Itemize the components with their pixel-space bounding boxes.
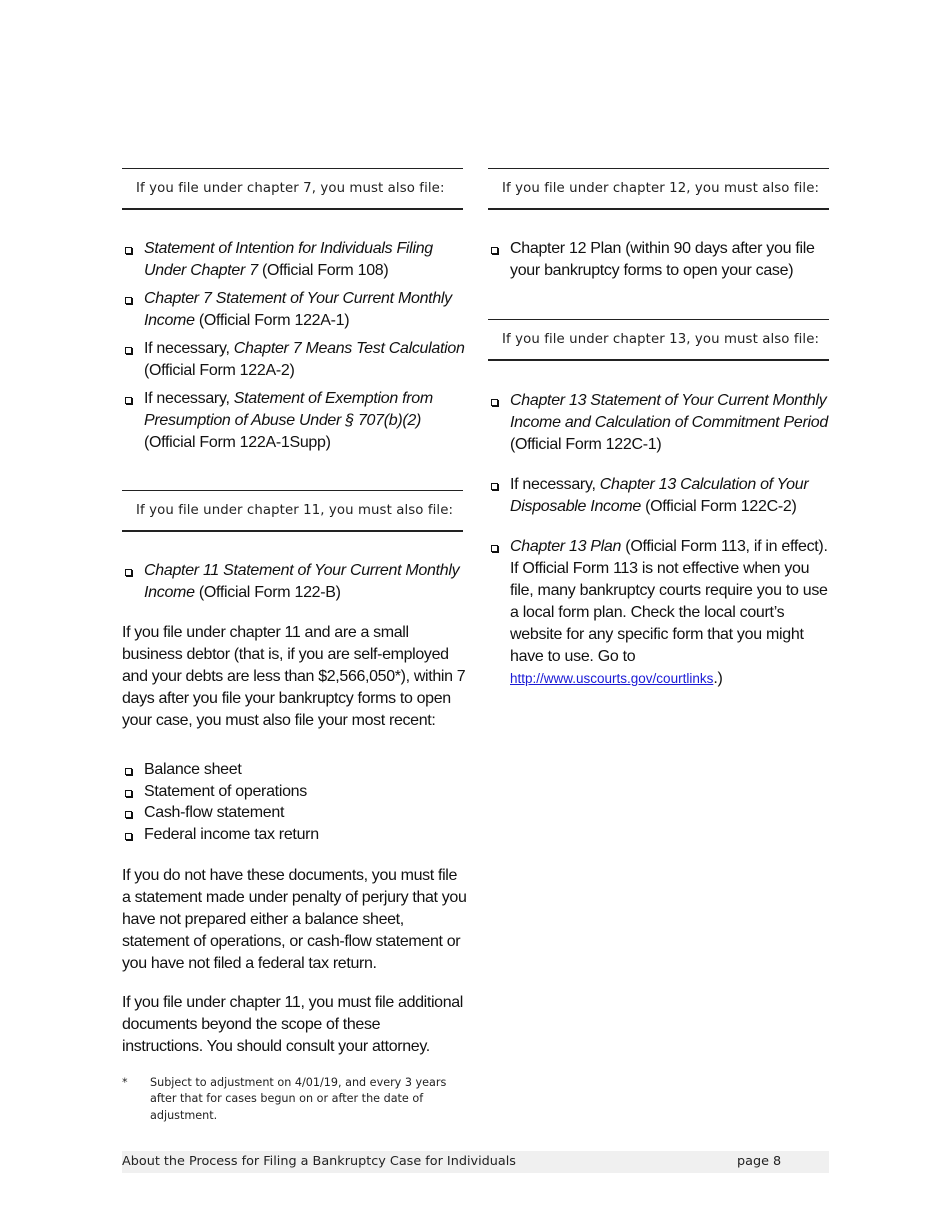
chapter-7-list [122,238,467,454]
page-footer [122,1151,829,1173]
footnote [122,1075,463,1125]
checkbox-icon [125,768,132,775]
footnote-mark: * [122,1076,128,1089]
additional-documents-paragraph: If you file under chapter 11, you must file additional documents beyond the scope of these instructions. You should consult your attorney. [122,994,464,1055]
chapter-11-header-text: If you file under chapter 11, you must also file: [136,503,454,518]
chapter-13-header-text: If you file under chapter 13, you must also file: [502,332,820,347]
list-item: Chapter 12 Plan (within 90 days after you file your bankruptcy forms to open your case) [488,238,833,282]
uscourts-link[interactable]: http://www.uscourts.gov/courtlinks [510,671,714,686]
no-documents-paragraph: If you do not have these documents, you must file a statement made under penalty of perjury that you have not prepared either a balance sheet, statement of operations, or cash-flow statement or you have not filed a federal tax return. [122,867,467,972]
list-item: If necessary, Chapter 7 Means Test Calculation (Official Form 122A-2) [122,338,467,382]
chapter-7-header-text: If you file under chapter 7, you must also file: [136,181,445,196]
checkbox-icon [491,247,498,254]
list-item: Statement of operations [122,781,463,803]
list-item: Chapter 13 Plan (Official Form 113, if in effect). If Official Form 113 is not effective when you file, many bankruptcy courts require you to use a local form plan. Check the local court’s website for any specific form that you might have to use. Go to http://www.uscourts.gov/courtlinks.) [488,536,833,690]
checkbox-icon [125,569,132,576]
list-item: Chapter 11 Statement of Your Current Monthly Income (Official Form 122-B) [122,560,463,604]
list-item: If necessary, Chapter 13 Calculation of Your Disposable Income (Official Form 122C-2) [488,474,823,518]
list-item: Statement of Intention for Individuals Filing Under Chapter 7 (Official Form 108) [122,238,467,282]
list-item: Chapter 7 Statement of Your Current Monthly Income (Official Form 122A-1) [122,288,467,332]
checkbox-icon [125,790,132,797]
chapter-12-list [488,238,833,282]
chapter-12-header-text: If you file under chapter 12, you must also file: [502,181,820,196]
checkbox-icon [125,347,132,354]
chapter-7-header [122,168,463,210]
chapter-13-list [488,390,840,690]
list-item: If necessary, Statement of Exemption from Presumption of Abuse Under § 707(b)(2) (Official Form 122A-1Supp) [122,388,467,454]
checkbox-icon [125,833,132,840]
chapter-11-list [122,560,463,604]
checkbox-icon [491,483,498,490]
small-business-paragraph: If you file under chapter 11 and are a small business debtor (that is, if you are self-employed and your debts are less than $2,566,050*), within 7 days after you file your bankruptcy forms to open your case, you must also file your most recent: [122,624,466,729]
list-item: Federal income tax return [122,824,463,846]
checkbox-icon [125,297,132,304]
page-number: page 8 [737,1154,782,1169]
chapter-12-header [488,168,829,210]
list-item: Balance sheet [122,759,463,781]
checkbox-icon [125,811,132,818]
checkbox-icon [125,247,132,254]
checkbox-icon [491,545,498,552]
chapter-13-header [488,319,829,361]
checkbox-icon [491,399,498,406]
documents-list [122,759,463,846]
chapter-11-header [122,490,463,532]
list-item: Cash-flow statement [122,802,463,824]
list-item: Chapter 13 Statement of Your Current Monthly Income and Calculation of Commitment Period (Official Form 122C-1) [488,390,840,456]
checkbox-icon [125,397,132,404]
footer-title: About the Process for Filing a Bankruptcy Case for Individuals [122,1154,516,1169]
footnote-text: Subject to adjustment on 4/01/19, and every 3 years after that for cases begun on or after the date of adjustment. [150,1076,447,1122]
